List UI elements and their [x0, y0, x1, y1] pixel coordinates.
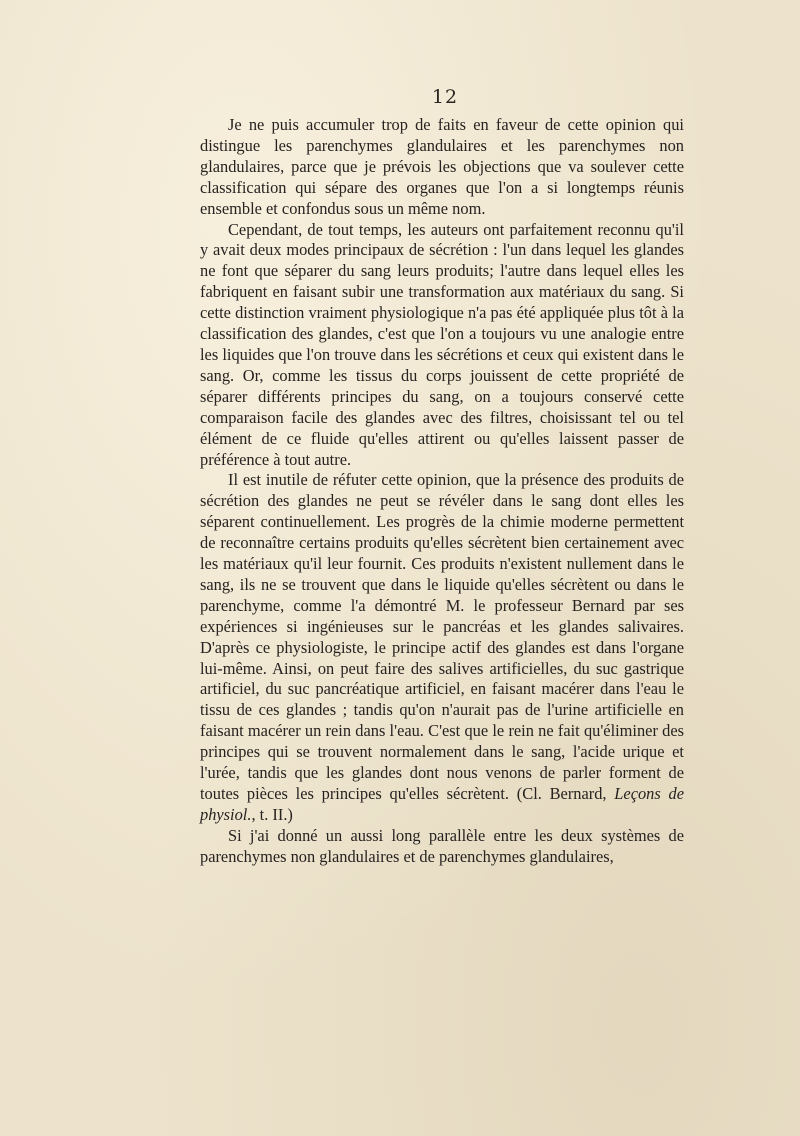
body-text — [200, 115, 684, 868]
paragraph-1-text: Je ne puis accumuler trop de faits en faveur de cette opinion qui distingue les parenchymes glandulaires et les parenchymes non glandulaires, parce que je prévois les objections que va soulever cette classification qui sépare des organes que l'on a si longtemps réunis ensemble et confondus sous un même nom. — [200, 115, 684, 218]
paragraph-1 — [200, 115, 684, 220]
paragraph-3 — [200, 470, 684, 825]
paragraph-2-text: Cependant, de tout temps, les auteurs ont parfaitement reconnu qu'il y avait deux modes principaux de sécrétion : l'un dans lequel les glandes ne font que séparer du sang leurs produits; l'autre dans lequel elles les fabriquent en faisant subir une transformation aux matériaux du sang. Si cette distinction vraiment physiologique n'a pas été appliquée plus tôt à la classification des glandes, c'est que l'on a toujours vu une analogie entre les liquides que l'on trouve dans les sécrétions et ceux qui existent dans le sang. Or, comme les tissus du corps jouissent de cette propriété de séparer différents principes du sang, on a toujours conservé cette comparaison facile des glandes avec des filtres, choisissant tel ou tel élément de ce fluide qu'elles attirent ou qu'elles laissent passer de préférence à tout autre. — [200, 219, 684, 469]
paragraph-3-text: Il est inutile de réfuter cette opinion, que la présence des produits de sécrétion des glandes ne peut se révéler dans le sang dont elles les séparent continuellement. Les progrès de la chimie moderne permettent de reconnaître certains produits qu'elles sécrètent bien certainement avec les matériaux qu'il leur fournit. Ces produits n'existent nullement dans le sang, ils ne se trouvent que dans le liquide qu'elles sécrètent ou dans le parenchyme, comme l'a démontré M. le professeur Bernard par ses expériences si ingénieuses sur le pancréas et les glandes salivaires. D'après ce physiologiste, le principe actif des glandes est dans l'organe lui-même. Ainsi, on peut faire des salives artificielles, du suc gastrique artificiel, du suc pancréatique artificiel, en faisant macérer dans l'eau le tissu de ces glandes ; tandis qu'on n'aurait pas de l'urine artificielle en faisant macérer un rein dans l'eau. C'est que le rein ne fait qu'éliminer des principes qui se trouvent normalement dans le sang, l'acide urique et l'urée, tandis que les glandes dont nous venons de parler forment de toutes pièces les principes qu'elles sécrètent. (Cl. Bernard, — [200, 470, 684, 803]
paragraph-2 — [200, 220, 684, 471]
paragraph-4 — [200, 826, 684, 868]
paragraph-4-text: Si j'ai donné un aussi long parallèle entre les deux systèmes de parenchymes non glandulaires et de parenchymes glandulaires, — [200, 825, 684, 866]
page-number: 12 — [431, 86, 459, 108]
citation-volume: , t. II.) — [251, 804, 293, 824]
citation-title: Leçons de physiol. — [200, 784, 684, 824]
